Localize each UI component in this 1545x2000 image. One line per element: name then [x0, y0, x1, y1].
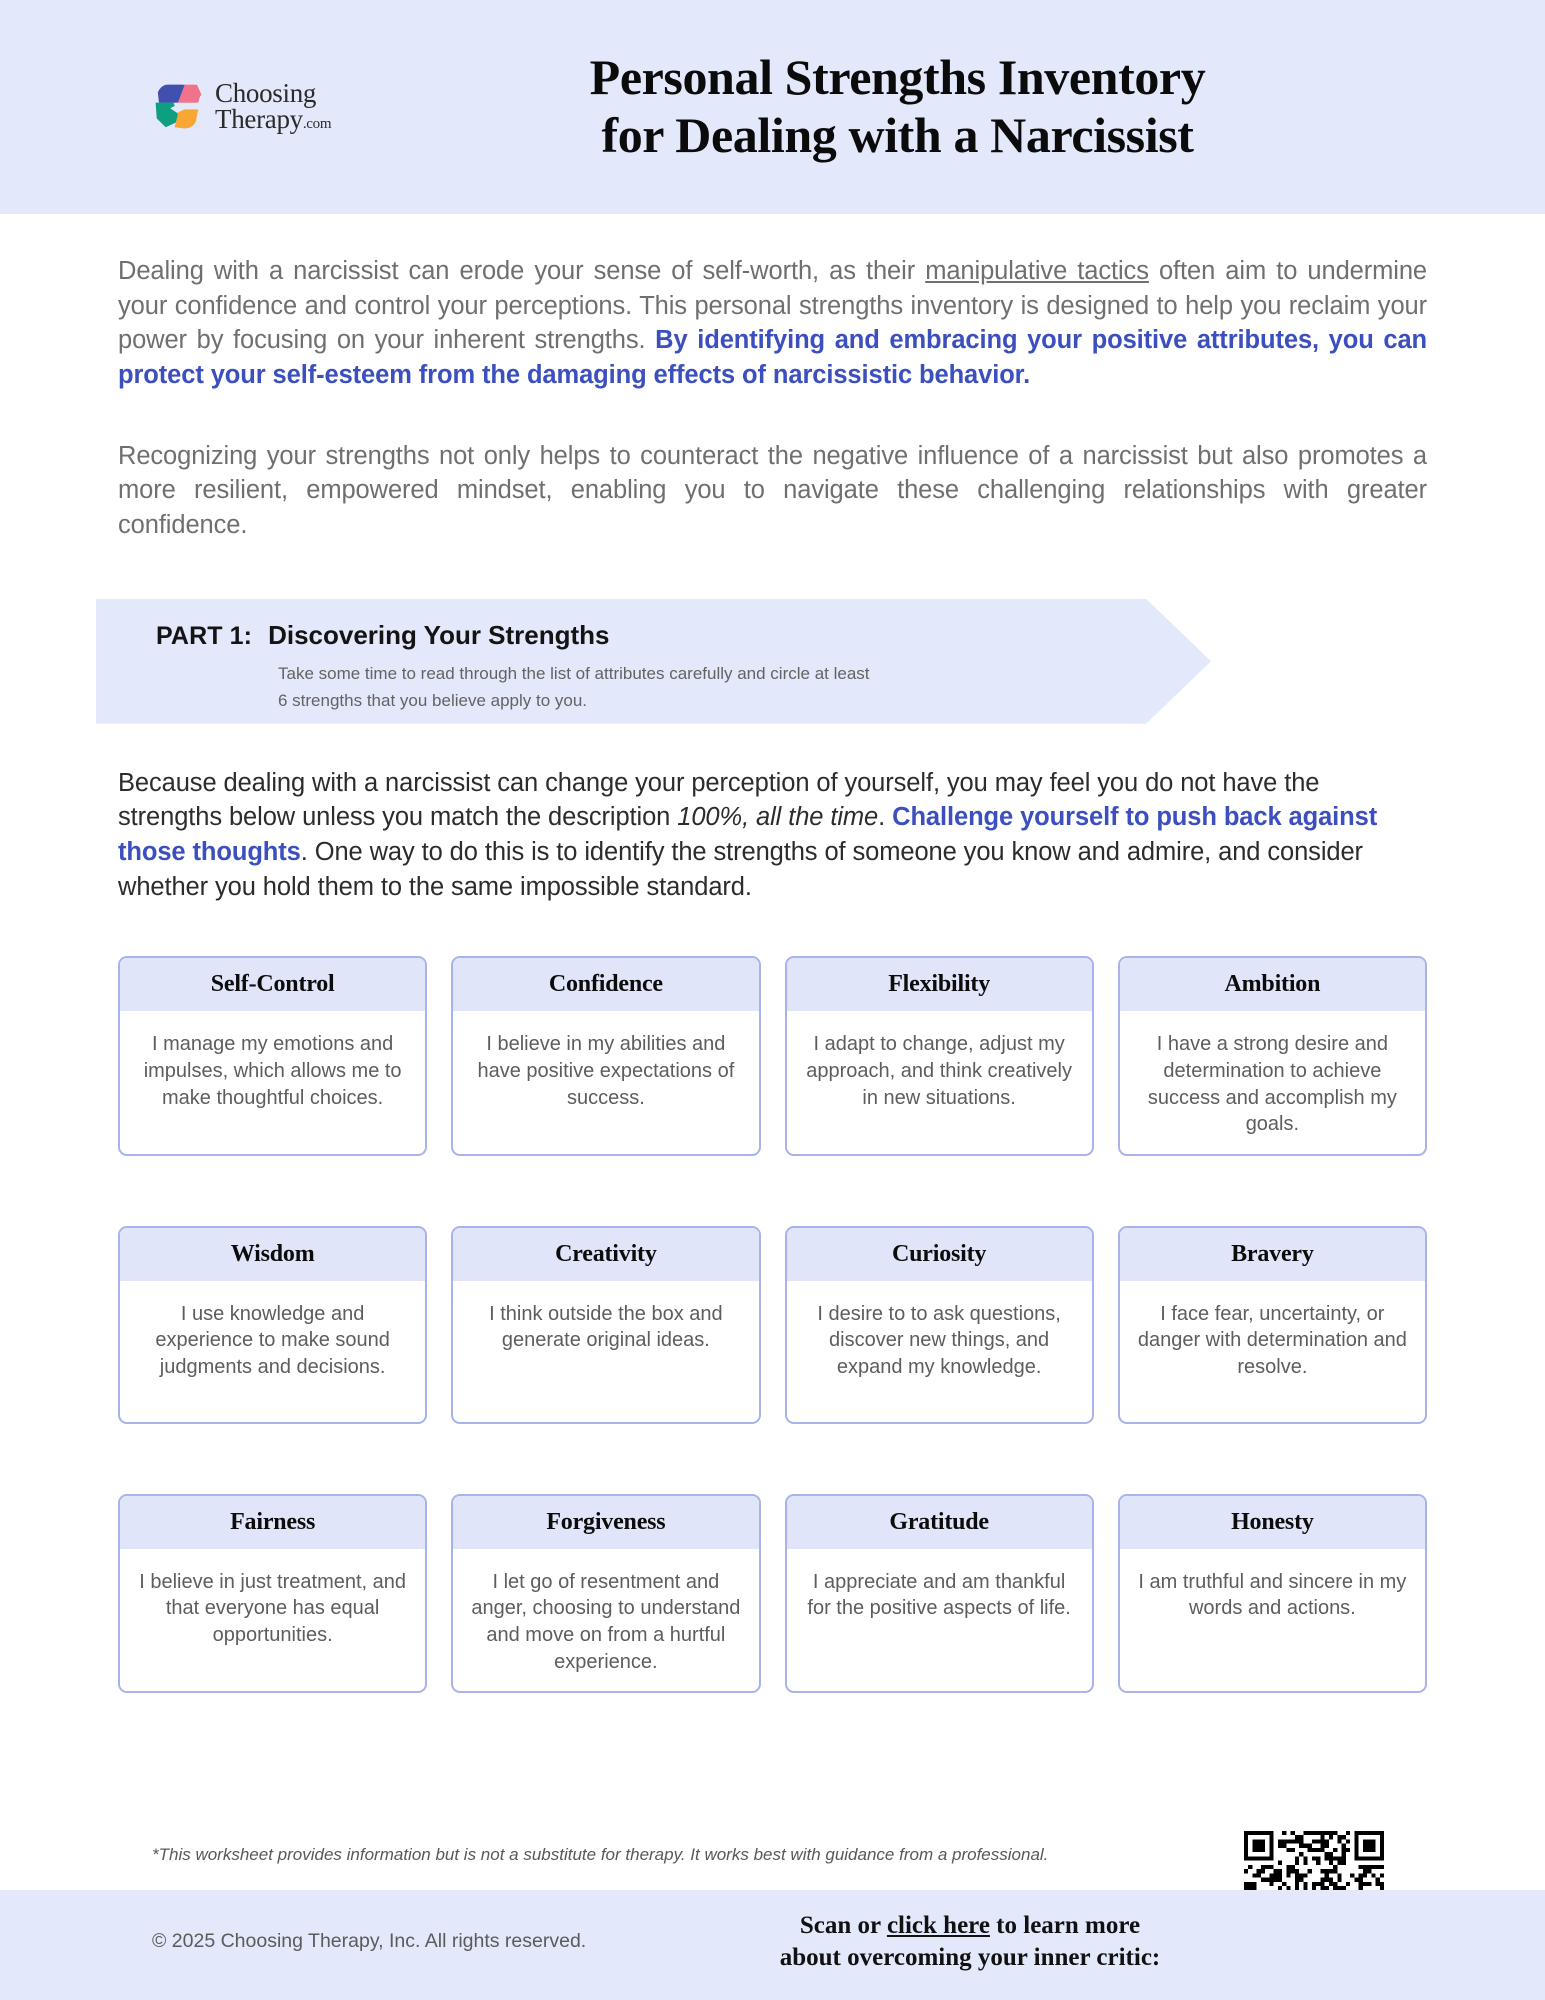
strength-card[interactable]	[1118, 1226, 1427, 1424]
logo-dotcom: .com	[302, 116, 332, 132]
strength-card-title: Curiosity	[787, 1228, 1092, 1281]
part-banner-heading-row	[156, 620, 870, 651]
intro-paragraph-1	[118, 254, 1427, 393]
strength-card-title: Bravery	[1120, 1228, 1425, 1281]
strength-card-description: I manage my emotions and impulses, which allows me to make thoughtful choices.	[143, 1033, 402, 1109]
strength-card-title: Flexibility	[787, 958, 1092, 1011]
scan-callout	[730, 1910, 1210, 1973]
intro-p1-highlight: By identifying and embracing your positive attributes, you can protect your self-esteem from the damaging effects of narcissistic behavior.	[118, 326, 1427, 390]
strength-card-description: I think outside the box and generate original ideas.	[489, 1302, 723, 1352]
strength-card[interactable]	[1118, 1494, 1427, 1693]
strength-card-description: I adapt to change, adjust my approach, and think creatively in new situations.	[806, 1033, 1072, 1109]
click-here-link[interactable]: click here	[886, 1912, 990, 1939]
intro-p1-part-b: often aim to undermine your confidence and control your perceptions. This personal strengths inventory is designed to help you reclaim your power by focusing on your inherent strengths.	[118, 257, 1427, 355]
strength-card[interactable]	[451, 956, 760, 1155]
intro-p1-part-a: Dealing with a narcissist can erode your sense of self-worth, as their	[118, 257, 926, 285]
strength-card[interactable]	[118, 1226, 427, 1424]
page-footer	[0, 1890, 1545, 2000]
strength-card[interactable]	[785, 1494, 1094, 1693]
challenge-paragraph	[118, 766, 1427, 905]
part-subtitle-line-2: 6 strengths that you believe apply to you.	[278, 691, 588, 711]
strength-card-title: Fairness	[120, 1496, 425, 1549]
strength-card-description: I believe in my abilities and have positive expectations of success.	[477, 1033, 735, 1109]
part-label: PART 1:	[156, 621, 253, 650]
strength-card-title: Forgiveness	[453, 1496, 758, 1549]
page-title	[290, 48, 1505, 164]
challenge-part-c: . One way to do this is to identify the strengths of someone you know and admire, and consider whether you hold them to the same impossible standard.	[118, 838, 1363, 901]
strength-card[interactable]	[451, 1494, 760, 1693]
scan-line-1	[730, 1910, 1210, 1942]
strength-card-description: I use knowledge and experience to make sound judgments and decisions.	[155, 1302, 390, 1378]
scan-part-b: to learn more	[989, 1912, 1141, 1939]
copyright-text: © 2025 Choosing Therapy, Inc. All rights reserved.	[152, 1930, 587, 1952]
page-body	[0, 254, 1545, 1693]
challenge-italic: 100%, all the time	[677, 803, 879, 832]
strength-card[interactable]	[118, 1494, 427, 1693]
part-title: Discovering Your Strengths	[268, 619, 610, 650]
strength-card-description: I appreciate and am thankful for the positive aspects of life.	[807, 1570, 1071, 1620]
strength-card[interactable]	[451, 1226, 760, 1424]
strength-card-description: I am truthful and sincere in my words and actions.	[1138, 1570, 1407, 1620]
strength-card[interactable]	[1118, 956, 1427, 1155]
strength-card-title: Honesty	[1120, 1496, 1425, 1549]
strength-card[interactable]	[118, 956, 427, 1155]
strength-card-title: Self-Control	[120, 958, 425, 1011]
manipulative-tactics-link[interactable]: manipulative tactics	[925, 257, 1149, 285]
scan-part-a: Scan or	[799, 1912, 887, 1939]
strength-card-description: I desire to to ask questions, discover new things, and expand my knowledge.	[817, 1302, 1061, 1378]
logo-line-2: Therapy.com	[215, 104, 332, 134]
strengths-grid	[118, 956, 1427, 1693]
strength-card-title: Ambition	[1120, 958, 1425, 1011]
strength-card-title: Wisdom	[120, 1228, 425, 1281]
disclaimer-text: *This worksheet provides information but is not a substitute for therapy. It works best with guidance from a professional.	[152, 1845, 1049, 1864]
strength-card-title: Gratitude	[787, 1496, 1092, 1549]
part-banner-wrap	[118, 599, 1427, 724]
challenge-highlight: Challenge yourself to push back against those thoughts	[118, 803, 1378, 867]
page-title-line-2: for Dealing with a Narcissist	[601, 107, 1194, 163]
part-banner-content	[156, 620, 870, 715]
part-subtitle	[278, 660, 870, 715]
part-subtitle-line-1: Take some time to read through the list of attributes carefully and circle at least	[278, 663, 870, 683]
strength-card[interactable]	[785, 956, 1094, 1155]
challenge-part-b: .	[878, 803, 893, 832]
strength-card-title: Confidence	[453, 958, 758, 1011]
strength-card-title: Creativity	[453, 1228, 758, 1281]
strength-card-description: I believe in just treatment, and that everyone has equal opportunities.	[139, 1570, 407, 1646]
challenge-part-a: Because dealing with a narcissist can change your perception of yourself, you may feel you do not have the strengths below unless you match the description	[118, 768, 1320, 832]
choosing-therapy-logo-icon	[150, 78, 206, 134]
page-header	[0, 0, 1545, 214]
strength-card[interactable]	[785, 1226, 1094, 1424]
logo-line-1: Choosing	[215, 77, 317, 108]
strength-card-description: I have a strong desire and determination to achieve success and accomplish my goals.	[1147, 1033, 1397, 1136]
strength-card-description: I let go of resentment and anger, choosing to understand and move on from a hurtful experience.	[471, 1570, 741, 1673]
scan-line-2: about overcoming your inner critic:	[779, 1943, 1161, 1971]
strength-card-description: I face fear, uncertainty, or danger with determination and resolve.	[1137, 1302, 1407, 1378]
page-title-line-1: Personal Strengths Inventory	[589, 49, 1206, 105]
intro-paragraph-2: Recognizing your strengths not only helps to counteract the negative influence of a narcissist but also promotes a more resilient, empowered mindset, enabling you to navigate these challenging relationships with greater confidence.	[118, 441, 1427, 540]
